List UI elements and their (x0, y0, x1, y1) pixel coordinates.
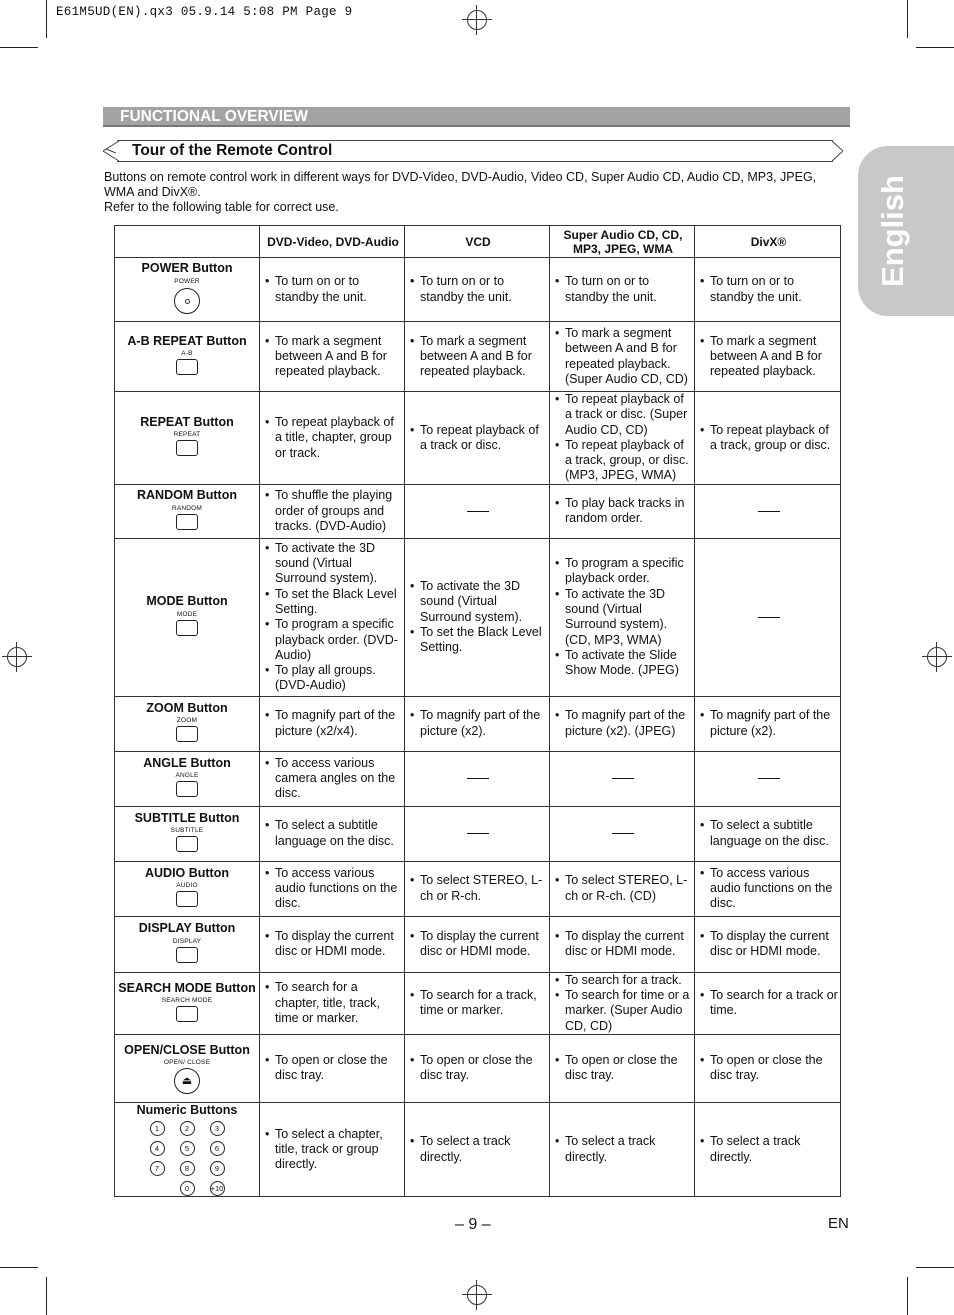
remote-key-icon (176, 726, 198, 742)
function-cell-divx (695, 972, 841, 1034)
button-icon-caption: A-B (181, 350, 193, 357)
function-cell-cd (550, 972, 695, 1034)
button-icon-caption: REPEAT (173, 431, 201, 439)
crop-mark (907, 0, 908, 38)
function-description: • To repeat playback of a track, group or disc. (710, 423, 838, 454)
function-cell-divx (695, 484, 841, 538)
function-cell-vcd (405, 861, 550, 916)
function-description: • To turn on or to standby the unit. (420, 274, 547, 305)
remote-key-icon (176, 514, 198, 530)
function-cell-dvd (260, 861, 405, 916)
numeric-key-icon: 8 (180, 1161, 195, 1176)
function-cell-vcd (405, 392, 550, 485)
button-icon-caption: POWER (174, 277, 200, 285)
function-description: • To magnify part of the picture (x2). (710, 708, 838, 739)
function-description: • To mark a segment between A and B for repeated playback. (710, 334, 838, 380)
crop-mark (916, 1267, 954, 1268)
function-description: • To repeat playback of a track or disc. (420, 423, 547, 454)
numeric-key-icon: 5 (180, 1141, 195, 1156)
function-cell-cd (550, 861, 695, 916)
function-description: • To select a track directly. (710, 1134, 838, 1165)
button-name: A-B REPEAT Button (127, 333, 247, 348)
table-row (115, 1034, 841, 1102)
function-description: • To select STEREO, L-ch or R-ch. (CD) (565, 873, 692, 904)
section-header-bar (103, 107, 850, 127)
function-description: • To set the Black Level Setting. (275, 587, 402, 618)
function-description: • To select a track directly. (420, 1134, 547, 1165)
button-cell (115, 484, 260, 538)
column-header: Super Audio CD, CD, MP3, JPEG, WMA (550, 226, 695, 258)
function-description: • To play all groups. (DVD-Audio) (275, 663, 402, 694)
table-row (115, 322, 841, 392)
function-description: • To access various audio functions on the disc. (710, 866, 838, 912)
function-cell-vcd (405, 484, 550, 538)
registration-mark (2, 642, 32, 672)
subsection-title: Tour of the Remote Control (132, 142, 333, 159)
registration-mark (462, 5, 492, 35)
function-cell-dvd (260, 1034, 405, 1102)
language-tab-label: English (875, 175, 911, 287)
intro-line-1: Buttons on remote control work in different ways for DVD-Video, DVD-Audio, Video CD, Super Audio CD, Audio CD, MP3, JPEG, WMA and DivX®. (104, 170, 817, 199)
function-description: • To search for a track or time. (710, 988, 838, 1019)
button-icon-caption: SEARCH MODE (161, 996, 213, 1004)
button-icon-caption: OPEN/ CLOSE (163, 1059, 211, 1067)
button-name: OPEN/CLOSE Button (124, 1042, 250, 1057)
function-cell-cd (550, 1034, 695, 1102)
button-cell (115, 806, 260, 861)
table-row (115, 972, 841, 1034)
button-name: SEARCH MODE Button (118, 980, 256, 995)
not-applicable-dash (758, 511, 780, 512)
function-cell-divx (695, 322, 841, 392)
function-cell-cd (550, 806, 695, 861)
intro-text (104, 170, 844, 215)
function-description: • To search for a track. (565, 973, 692, 988)
function-description: • To activate the Slide Show Mode. (JPEG) (565, 648, 692, 679)
language-side-tab (858, 146, 954, 316)
crop-mark (916, 47, 954, 48)
numeric-key-icon: 7 (150, 1161, 165, 1176)
button-cell (115, 258, 260, 322)
table-row (115, 916, 841, 972)
function-description: • To select a subtitle language on the disc. (710, 818, 838, 849)
crop-mark (46, 0, 47, 38)
function-cell-divx (695, 861, 841, 916)
table-row (115, 538, 841, 696)
button-cell (115, 751, 260, 806)
not-applicable-dash (612, 778, 634, 779)
function-cell-vcd (405, 322, 550, 392)
function-cell-dvd (260, 322, 405, 392)
subsection-header (103, 140, 843, 162)
function-cell-cd (550, 538, 695, 696)
function-cell-dvd (260, 258, 405, 322)
intro-line-2: Refer to the following table for correct use. (104, 200, 339, 214)
function-cell-vcd (405, 258, 550, 322)
column-header: DVD-Video, DVD-Audio (260, 226, 405, 258)
function-description: • To display the current disc or HDMI mode. (420, 929, 547, 960)
power-key-icon (174, 288, 200, 314)
function-cell-vcd (405, 972, 550, 1034)
function-description: • To program a specific playback order. (DVD-Audio) (275, 617, 402, 663)
function-description: • To select a chapter, title, track or group directly. (275, 1127, 402, 1173)
function-description: • To open or close the disc tray. (420, 1053, 547, 1084)
function-description: • To select a track directly. (565, 1134, 692, 1165)
function-description: • To repeat playback of a track, group, or disc. (MP3, JPEG, WMA) (565, 438, 692, 484)
function-cell-dvd (260, 392, 405, 485)
function-cell-vcd (405, 1102, 550, 1196)
function-cell-dvd (260, 916, 405, 972)
function-cell-divx (695, 1034, 841, 1102)
numeric-key-icon: 0 (180, 1181, 195, 1196)
function-description: • To select a subtitle language on the disc. (275, 818, 402, 849)
remote-control-table (114, 225, 841, 1197)
table-row (115, 751, 841, 806)
remote-key-icon (176, 359, 198, 375)
function-description: • To access various audio functions on the disc. (275, 866, 402, 912)
column-header (115, 226, 260, 258)
function-description: • To display the current disc or HDMI mode. (275, 929, 402, 960)
function-description: • To open or close the disc tray. (565, 1053, 692, 1084)
function-cell-dvd (260, 484, 405, 538)
table-row (115, 392, 841, 485)
function-description: • To mark a segment between A and B for repeated playback. (275, 334, 402, 380)
function-cell-vcd (405, 538, 550, 696)
button-icon-caption: SUBTITLE (170, 827, 204, 835)
function-cell-dvd (260, 696, 405, 751)
numeric-key-icon: 4 (150, 1141, 165, 1156)
button-icon-caption: AUDIO (176, 882, 198, 890)
function-cell-divx (695, 538, 841, 696)
remote-key-icon (176, 440, 198, 456)
function-cell-cd (550, 322, 695, 392)
button-cell (115, 1102, 260, 1196)
function-description: • To magnify part of the picture (x2). (420, 708, 547, 739)
function-description: • To search for a chapter, title, track, time or marker. (275, 980, 402, 1026)
print-slug-line: E61M5UD(EN).qx3 05.9.14 5:08 PM Page 9 (56, 5, 353, 19)
button-cell (115, 1034, 260, 1102)
button-cell (115, 696, 260, 751)
numeric-key-icon: 6 (210, 1141, 225, 1156)
function-description: • To mark a segment between A and B for repeated playback. (Super Audio CD, CD) (565, 326, 692, 387)
language-code: EN (828, 1215, 849, 1232)
function-description: • To search for time or a marker. (Super Audio CD, CD) (565, 988, 692, 1034)
button-name: ANGLE Button (143, 755, 231, 770)
not-applicable-dash (612, 833, 634, 834)
column-header: VCD (405, 226, 550, 258)
column-header: DivX® (695, 226, 841, 258)
numeric-keypad-icon (146, 1121, 228, 1196)
function-description: • To repeat playback of a track or disc. (Super Audio CD, CD) (565, 392, 692, 438)
numeric-key-icon: 3 (210, 1121, 225, 1136)
function-cell-vcd (405, 806, 550, 861)
crop-mark (907, 1277, 908, 1315)
function-cell-vcd (405, 751, 550, 806)
numeric-key-icon: 2 (180, 1121, 195, 1136)
crop-mark (46, 1277, 47, 1315)
function-cell-dvd (260, 972, 405, 1034)
button-name: SUBTITLE Button (134, 810, 240, 825)
function-cell-vcd (405, 696, 550, 751)
table-row (115, 806, 841, 861)
button-name: RANDOM Button (137, 488, 237, 503)
function-description: • To set the Black Level Setting. (420, 625, 547, 656)
registration-mark (462, 1280, 492, 1310)
crop-mark (0, 1267, 38, 1268)
button-name: Numeric Buttons (136, 1102, 238, 1117)
function-cell-dvd (260, 806, 405, 861)
function-cell-cd (550, 484, 695, 538)
function-description: • To play back tracks in random order. (565, 496, 692, 527)
crop-mark (0, 47, 38, 48)
function-description: • To activate the 3D sound (Virtual Surround system). (420, 579, 547, 625)
numeric-key-icon: 1 (150, 1121, 165, 1136)
remote-key-icon (176, 947, 198, 963)
function-cell-divx (695, 258, 841, 322)
function-description: • To activate the 3D sound (Virtual Surround system). (CD, MP3, WMA) (565, 587, 692, 648)
button-name: REPEAT Button (140, 415, 234, 430)
function-cell-divx (695, 392, 841, 485)
function-cell-divx (695, 696, 841, 751)
button-cell (115, 972, 260, 1034)
function-cell-cd (550, 696, 695, 751)
table-row (115, 1102, 841, 1196)
numeric-key-icon: +10 (210, 1181, 225, 1196)
button-name: POWER Button (141, 261, 233, 276)
remote-key-icon (176, 1006, 198, 1022)
table-row (115, 861, 841, 916)
button-icon-caption: MODE (176, 610, 198, 618)
button-cell (115, 392, 260, 485)
remote-key-icon (176, 891, 198, 907)
button-cell (115, 916, 260, 972)
function-description: • To program a specific playback order. (565, 556, 692, 587)
function-description: • To select STEREO, L-ch or R-ch. (420, 873, 547, 904)
function-cell-cd (550, 751, 695, 806)
function-cell-cd (550, 392, 695, 485)
button-name: DISPLAY Button (138, 921, 236, 936)
registration-mark (922, 642, 952, 672)
table-header-row (115, 226, 841, 258)
not-applicable-dash (467, 778, 489, 779)
function-description: • To turn on or to standby the unit. (710, 274, 838, 305)
function-description: • To open or close the disc tray. (275, 1053, 402, 1084)
button-name: ZOOM Button (146, 700, 228, 715)
table-row (115, 484, 841, 538)
remote-key-icon (176, 836, 198, 852)
function-cell-dvd (260, 751, 405, 806)
not-applicable-dash (467, 511, 489, 512)
function-description: • To repeat playback of a title, chapter, group or track. (275, 415, 402, 461)
not-applicable-dash (467, 833, 489, 834)
function-description: • To turn on or to standby the unit. (275, 274, 402, 305)
button-icon-caption: ZOOM (176, 717, 198, 725)
eject-key-icon: ⏏ (174, 1068, 200, 1094)
button-icon-caption: DISPLAY (172, 937, 202, 945)
function-cell-cd (550, 258, 695, 322)
table-row (115, 696, 841, 751)
button-name: MODE Button (146, 594, 228, 609)
remote-key-icon (176, 620, 198, 636)
function-cell-vcd (405, 916, 550, 972)
button-cell (115, 538, 260, 696)
not-applicable-dash (758, 617, 780, 618)
function-description: • To turn on or to standby the unit. (565, 274, 692, 305)
function-cell-divx (695, 806, 841, 861)
table-row (115, 258, 841, 322)
function-description: • To access various camera angles on the disc. (275, 756, 402, 802)
button-icon-caption: ANGLE (175, 772, 199, 780)
button-icon-caption: RANDOM (171, 504, 203, 512)
function-cell-dvd (260, 538, 405, 696)
function-cell-divx (695, 751, 841, 806)
function-cell-dvd (260, 1102, 405, 1196)
button-cell (115, 861, 260, 916)
function-description: • To mark a segment between A and B for repeated playback. (420, 334, 547, 380)
function-cell-divx (695, 1102, 841, 1196)
function-description: • To display the current disc or HDMI mode. (565, 929, 692, 960)
function-cell-cd (550, 916, 695, 972)
function-description: • To activate the 3D sound (Virtual Surround system). (275, 541, 402, 587)
function-description: • To shuffle the playing order of groups and tracks. (DVD-Audio) (275, 488, 402, 534)
numeric-key-icon: 9 (210, 1161, 225, 1176)
remote-key-icon (176, 781, 198, 797)
function-description: • To magnify part of the picture (x2/x4). (275, 708, 402, 739)
not-applicable-dash (758, 778, 780, 779)
function-description: • To open or close the disc tray. (710, 1053, 838, 1084)
button-name: AUDIO Button (144, 865, 229, 880)
page-number: – 9 – (455, 1216, 491, 1233)
function-cell-divx (695, 916, 841, 972)
button-cell (115, 322, 260, 392)
function-description: • To display the current disc or HDMI mode. (710, 929, 838, 960)
function-cell-vcd (405, 1034, 550, 1102)
function-description: • To search for a track, time or marker. (420, 988, 547, 1019)
section-title: FUNCTIONAL OVERVIEW (120, 108, 309, 125)
function-cell-cd (550, 1102, 695, 1196)
function-description: • To magnify part of the picture (x2). (JPEG) (565, 708, 692, 739)
